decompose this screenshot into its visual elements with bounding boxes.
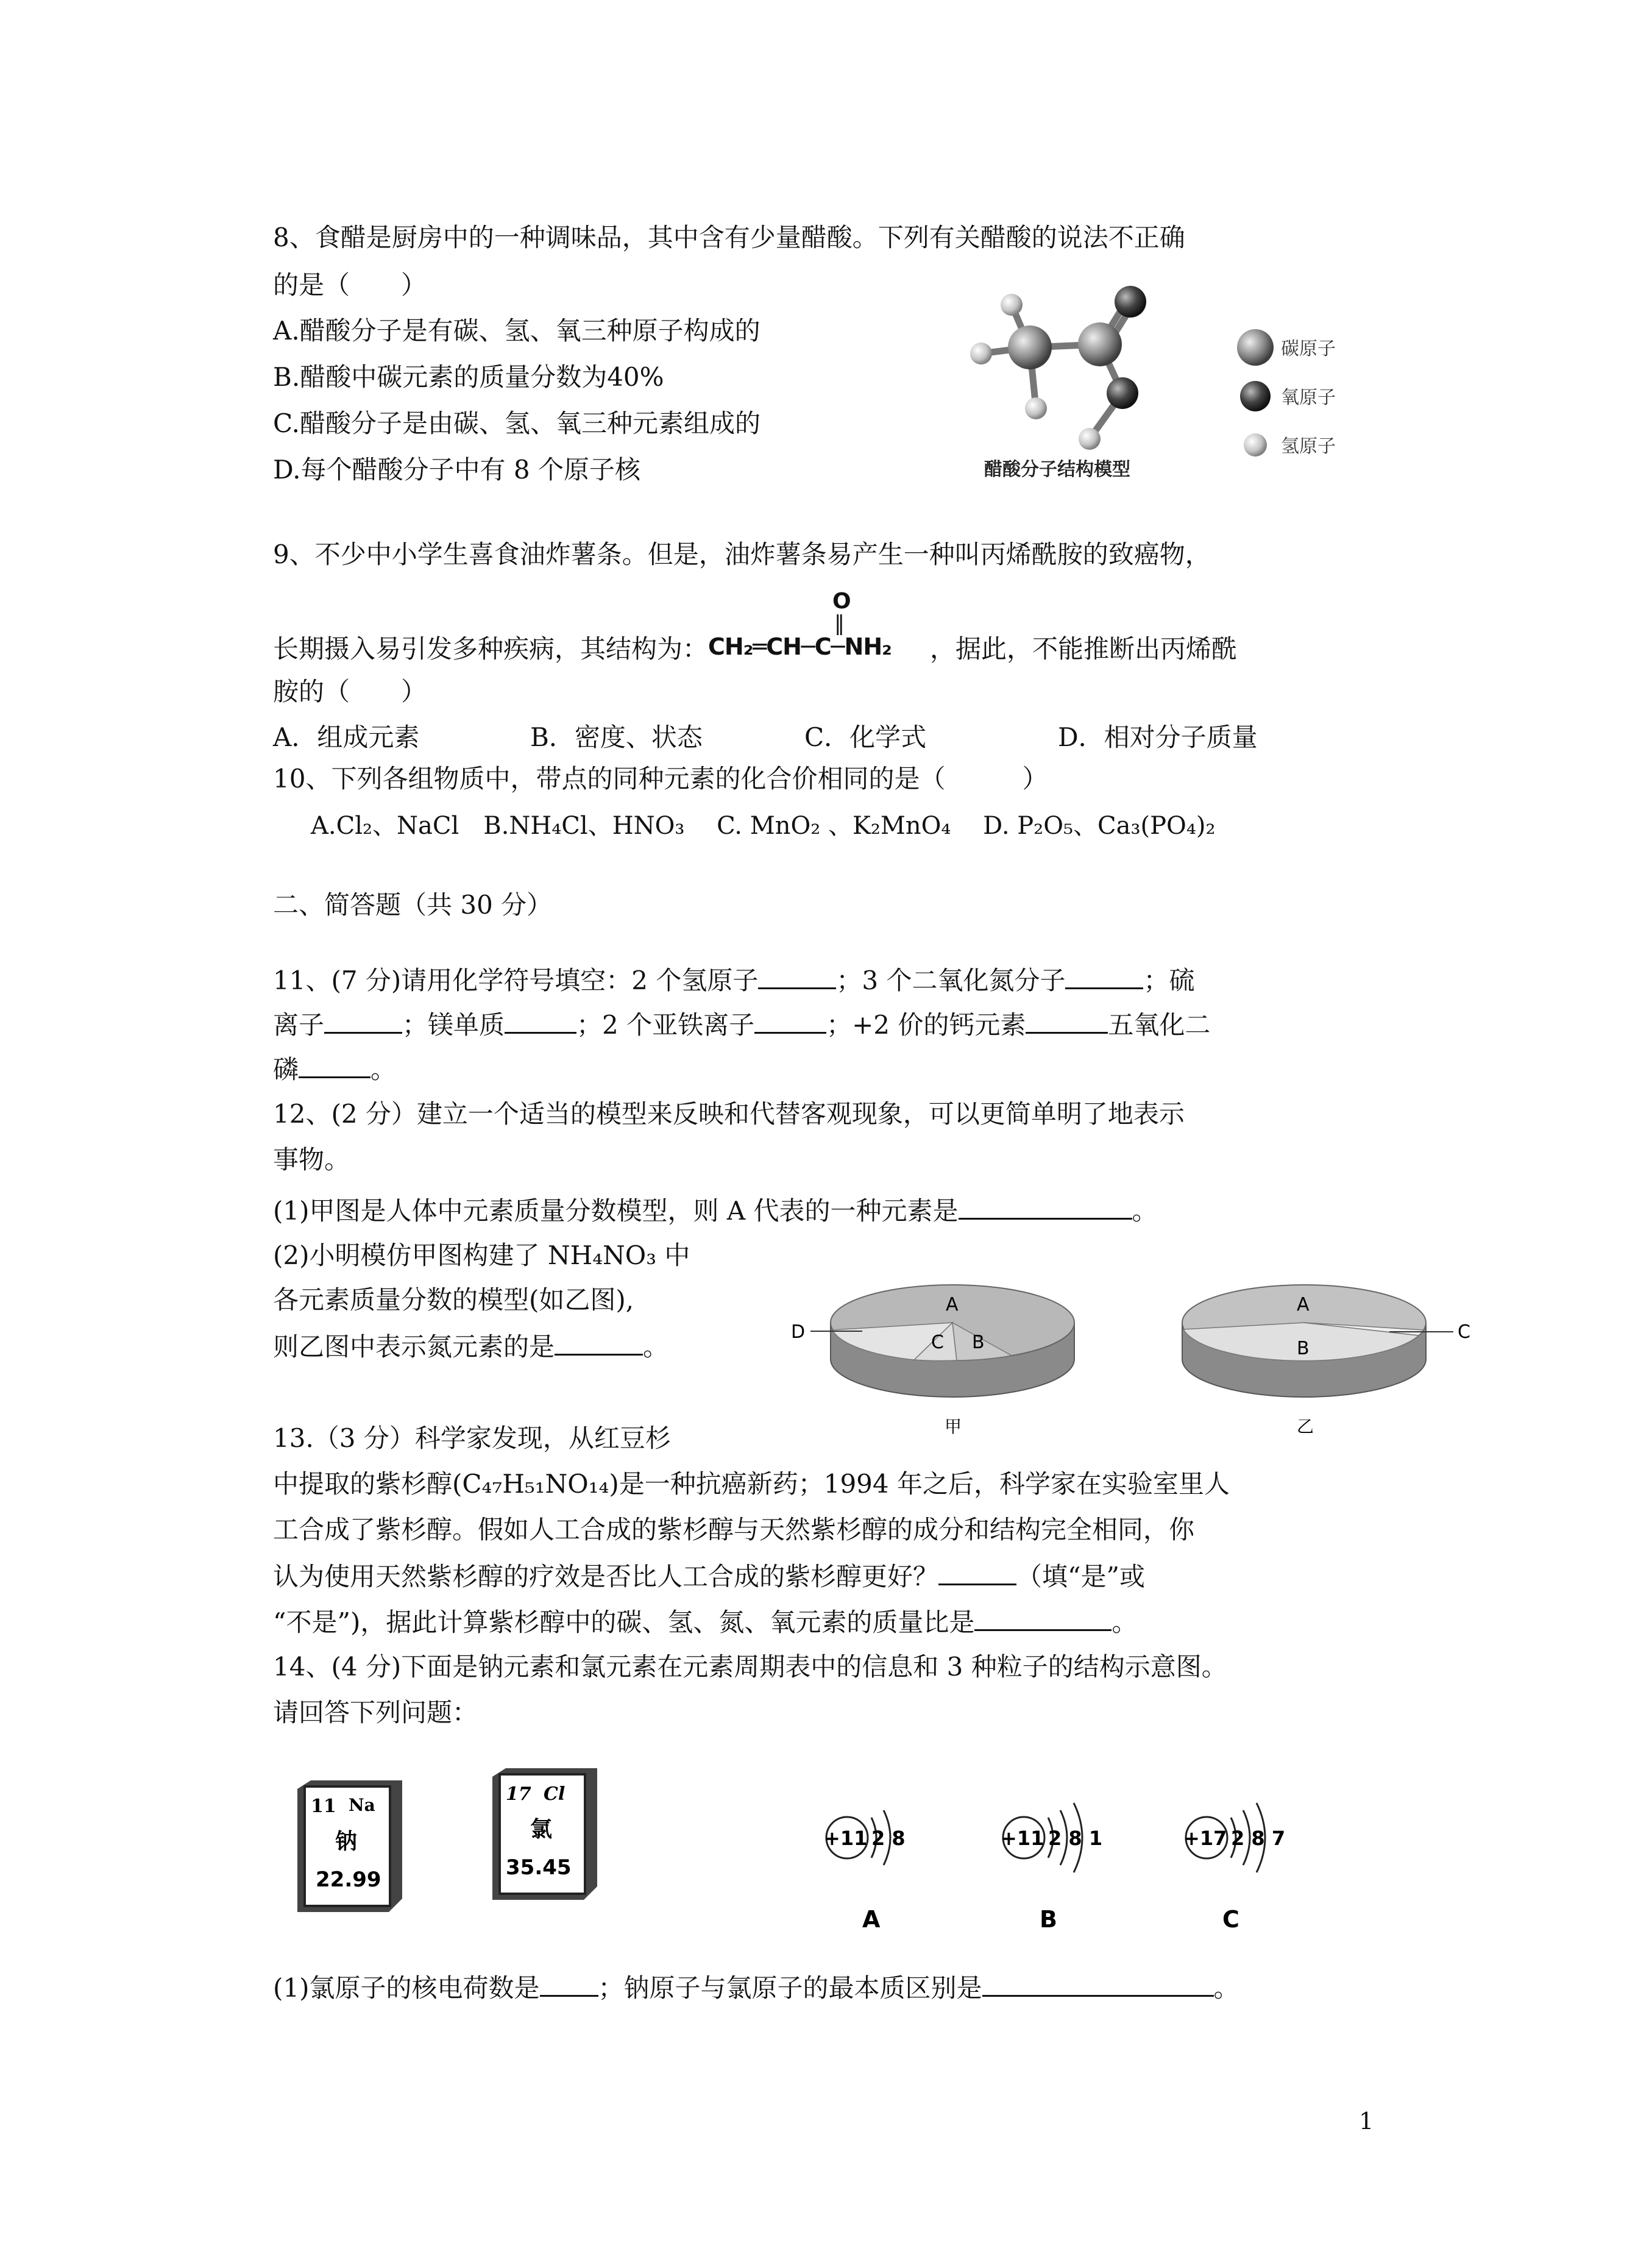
- q12-line2: 事物。: [273, 1145, 350, 1175]
- hydrogen-atom: [1079, 428, 1101, 450]
- legend-carbon-swatch: [1237, 329, 1274, 366]
- legend-hydrogen-swatch: [1244, 433, 1267, 457]
- answer-blank[interactable]: [758, 964, 836, 989]
- molecule-bonds: [981, 303, 1132, 439]
- legend-oxygen-label: 氧原子: [1281, 387, 1336, 408]
- nucleus-charge: +11: [824, 1827, 868, 1850]
- q11-text: ；3 个二氧化氮分子: [836, 965, 1066, 995]
- q11-text: 离子: [273, 1010, 325, 1040]
- q12-part2-line1: (2)小明模仿甲图构建了 NH₄NO₃ 中: [273, 1240, 690, 1270]
- molecule-legend: [1237, 329, 1336, 457]
- answer-blank[interactable]: [754, 1009, 826, 1034]
- q11-text: ；镁单质: [402, 1010, 505, 1040]
- element-symbol: Cl: [544, 1783, 566, 1805]
- answer-blank[interactable]: [540, 1972, 598, 1997]
- q14-text: 。: [1213, 1973, 1239, 2003]
- q8-option-a: A.醋酸分子是有碳、氢、氧三种原子构成的: [273, 316, 760, 346]
- q9-option-b: B．密度、状态: [530, 722, 703, 752]
- answer-blank[interactable]: [982, 1972, 1214, 1997]
- q11-text: 磷: [273, 1054, 299, 1084]
- q11-text: ；2 个亚铁离子: [576, 1010, 755, 1040]
- atomic-number: 11: [311, 1796, 336, 1817]
- atomic-number: 17: [506, 1783, 531, 1805]
- element-mass-fraction-models: [774, 1246, 1493, 1448]
- hydrogen-atom: [1001, 294, 1023, 316]
- q9-stem-line2: [273, 589, 1238, 664]
- legend-oxygen-swatch: [1240, 381, 1271, 411]
- q9-stem-line2-post: ，据此，不能推断出丙烯酰: [930, 634, 1238, 664]
- oxygen-atom: [1107, 377, 1138, 409]
- answer-blank[interactable]: [974, 1606, 1112, 1631]
- q9-stem-line3: 胺的（ ）: [273, 677, 427, 706]
- q11-text: 五氧化二: [1108, 1010, 1211, 1040]
- q9-option-a: A．组成元素: [273, 722, 420, 752]
- q12-line1: 12、(2 分）建立一个适当的模型来反映和代替客观现象，可以更简单明了地表示: [273, 1099, 1185, 1129]
- legend-carbon-label: 碳原子: [1281, 338, 1336, 360]
- q12-text: 。: [1132, 1196, 1158, 1226]
- q13-line2: 中提取的紫杉醇(C₄₇H₅₁NO₁₄)是一种抗癌新药；1994 年之后，科学家在实验室里人: [273, 1469, 1230, 1499]
- q9-option-c: C．化学式: [804, 722, 927, 752]
- label-b: B: [1297, 1338, 1310, 1359]
- q9-stem-line1: 9、不少中小学生喜食油炸薯条。但是，油炸薯条易产生一种叫丙烯酰胺的致癌物，: [273, 539, 1211, 569]
- page-number: 1: [1359, 2108, 1374, 2135]
- label-a: A: [946, 1294, 959, 1315]
- q12-text: (1)甲图是人体中元素质量分数模型，则 A 代表的一种元素是: [273, 1196, 959, 1226]
- q8-stem-line2: 的是（ ）: [273, 270, 427, 300]
- shell-electrons: 2 8 7: [1231, 1827, 1286, 1850]
- shell-electrons: 2 8: [871, 1827, 906, 1850]
- section-heading: 二、简答题（共 30 分）: [273, 890, 553, 920]
- q13-line3: 工合成了紫杉醇。假如人工合成的紫杉醇与天然紫杉醇的成分和结构完全相同，你: [273, 1515, 1195, 1545]
- element-symbol: Na: [349, 1795, 375, 1815]
- carbon-atom: [1078, 322, 1122, 366]
- label-b: B: [972, 1332, 985, 1353]
- caption-yi: 乙: [1297, 1417, 1314, 1437]
- label-a: A: [1297, 1294, 1310, 1315]
- answer-blank[interactable]: [959, 1195, 1132, 1220]
- nucleus-charge: +17: [1183, 1827, 1227, 1850]
- atomic-mass: 35.45: [506, 1855, 572, 1880]
- label-c: C: [931, 1332, 944, 1353]
- sodium-element-card: [292, 1777, 408, 1917]
- answer-blank[interactable]: [1065, 964, 1143, 989]
- q13-line5: [273, 1606, 1137, 1638]
- q10-options: A.Cl₂、NaCl B.NH₄Cl、HNO₃ C. MnO₂ 、K₂MnO₄ D. P₂O₅、Ca₃(PO₄)₂: [311, 812, 1216, 840]
- element-name: 氯: [530, 1817, 553, 1842]
- q13-text: （填“是”或: [1016, 1562, 1145, 1591]
- q10-stem: 10、下列各组物质中，带点的同种元素的化合价相同的是（ ）: [273, 764, 1048, 794]
- q8-option-d: D.每个醋酸分子中有 8 个原子核: [273, 455, 640, 485]
- particle-a: [824, 1810, 906, 1933]
- q14-text: (1)氯原子的核电荷数是: [273, 1973, 540, 2003]
- q12-text: 则乙图中表示氮元素的是: [273, 1332, 555, 1362]
- nucleus-charge: +11: [1001, 1827, 1044, 1850]
- q12-text: 。: [643, 1332, 669, 1362]
- q11-line2: [273, 1009, 1210, 1040]
- q12-part2-line3: [273, 1331, 668, 1362]
- model-yi: [1182, 1285, 1470, 1437]
- q9-option-d: D．相对分子质量: [1058, 722, 1258, 752]
- particle-label: C: [1222, 1906, 1239, 1933]
- oxygen-atom: [1115, 286, 1146, 318]
- molecule-caption: 醋酸分子结构模型: [984, 459, 1130, 480]
- label-c: C: [1458, 1321, 1470, 1343]
- q11-line1: [273, 964, 1194, 996]
- formula-main-chain: CH₂═CH─C─NH₂: [708, 633, 892, 660]
- q14-part1: [273, 1972, 1239, 2003]
- q13-line1: 13.（3 分）科学家发现，从红豆杉: [273, 1423, 671, 1453]
- caption-jia: 甲: [945, 1417, 962, 1437]
- q12-part1: [273, 1195, 1158, 1226]
- q11-text: ；硫: [1143, 965, 1195, 995]
- hydrogen-atom: [1025, 397, 1047, 419]
- q13-text: 认为使用天然紫杉醇的疗效是否比人工合成的紫杉醇更好？: [273, 1562, 939, 1591]
- particle-label: A: [862, 1906, 881, 1933]
- q11-text: ；+2 价的钙元素: [826, 1010, 1026, 1040]
- q13-line4: [273, 1560, 1145, 1592]
- label-d: D: [791, 1321, 806, 1343]
- q8-option-c: C.醋酸分子是由碳、氢、氧三种元素组成的: [273, 408, 760, 438]
- element-name: 钠: [335, 1829, 358, 1854]
- hydrogen-atom: [970, 343, 992, 364]
- shell-electrons: 2 8 1: [1048, 1827, 1103, 1850]
- formula-oxygen: O: [832, 589, 851, 614]
- q14-line2: 请回答下列问题：: [273, 1697, 478, 1727]
- answer-blank[interactable]: [938, 1560, 1016, 1585]
- q14-text: ；钠原子与氯原子的最本质区别是: [598, 1973, 982, 2003]
- q8-stem-line1: 8、食醋是厨房中的一种调味品，其中含有少量醋酸。下列有关醋酸的说法不正确: [273, 222, 1185, 252]
- model-jia: [791, 1285, 1074, 1437]
- answer-blank[interactable]: [324, 1009, 402, 1034]
- particle-b: [1001, 1803, 1102, 1933]
- particle-structure-diagrams: [810, 1786, 1347, 1938]
- acrylamide-formula: [708, 589, 930, 664]
- q11-line3: [273, 1053, 396, 1085]
- q8-option-b: B.醋酸中碳元素的质量分数为40%: [273, 362, 664, 392]
- particle-c: [1183, 1803, 1285, 1933]
- q13-text: 。: [1112, 1607, 1138, 1637]
- answer-blank[interactable]: [299, 1053, 370, 1078]
- legend-hydrogen-label: 氢原子: [1281, 436, 1336, 457]
- q11-text: 。: [370, 1054, 397, 1084]
- answer-blank[interactable]: [1026, 1009, 1108, 1034]
- q9-stem-line2-pre: 长期摄入易引发多种疾病，其结构为：: [273, 634, 709, 664]
- q11-text: 11、(7 分)请用化学符号填空：2 个氢原子: [273, 965, 759, 995]
- q14-line1: 14、(4 分)下面是钠元素和氯元素在元素周期表中的信息和 3 种粒子的结构示意图。: [273, 1652, 1227, 1682]
- atomic-mass: 22.99: [316, 1868, 381, 1892]
- particle-label: B: [1040, 1906, 1057, 1933]
- carbon-atom: [1008, 325, 1052, 369]
- chlorine-element-card: [488, 1765, 603, 1905]
- formula-double-bond: ‖: [834, 611, 845, 636]
- answer-blank[interactable]: [555, 1331, 643, 1356]
- acetic-acid-model-figure: [969, 277, 1456, 491]
- q12-part2-line2: 各元素质量分数的模型(如乙图),: [273, 1285, 634, 1315]
- answer-blank[interactable]: [505, 1009, 576, 1034]
- q13-text: “不是”)，据此计算紫杉醇中的碳、氢、氮、氧元素的质量比是: [273, 1607, 975, 1637]
